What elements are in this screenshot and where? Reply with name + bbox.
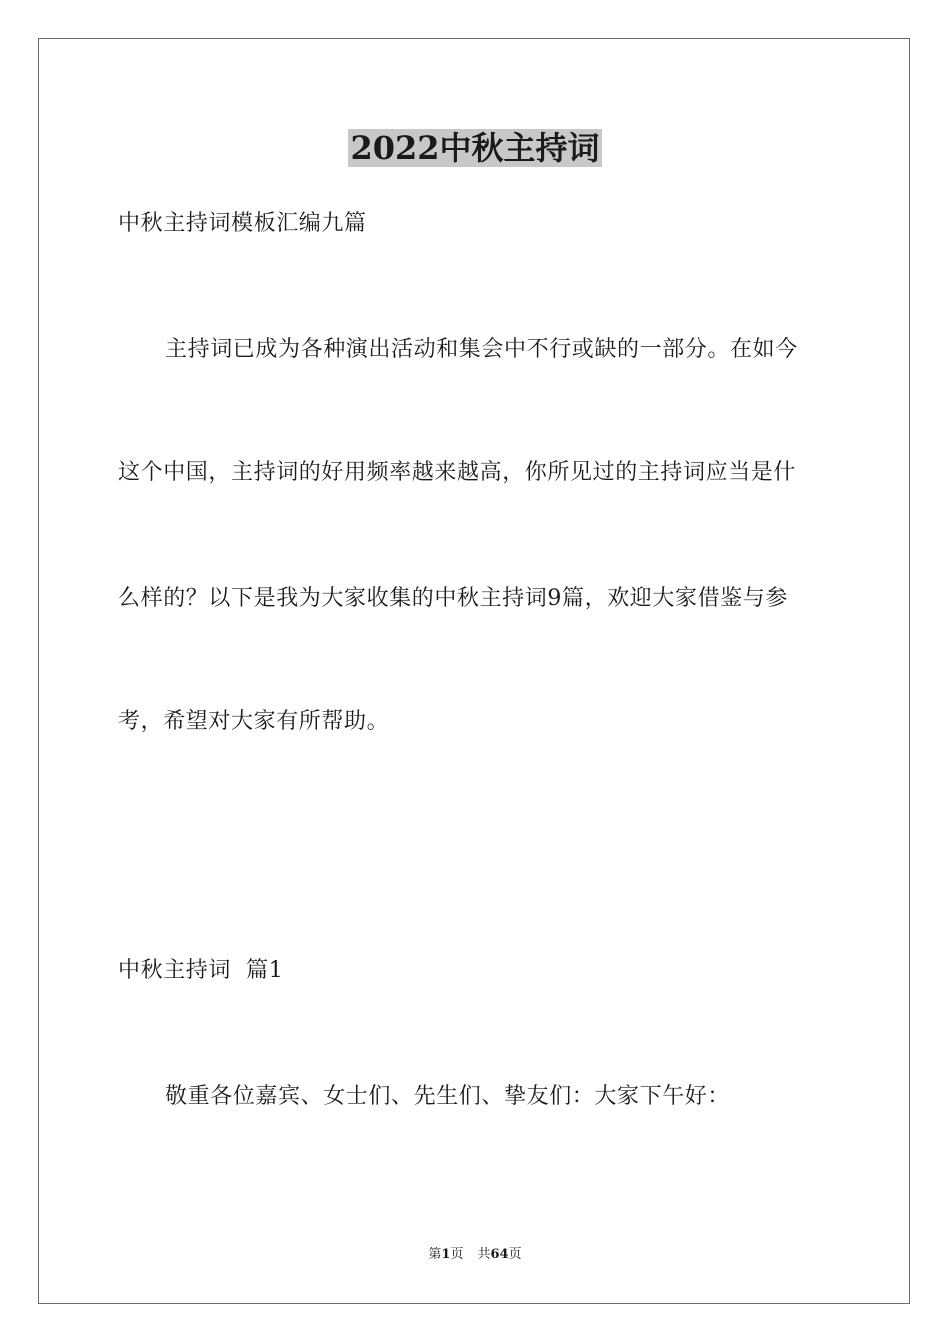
intro-line-4: 考，希望对大家有所帮助。: [118, 709, 390, 734]
footer-total-prefix: 共: [477, 1247, 491, 1262]
intro-line-3: 么样的？以下是我为大家收集的中秋主持词9篇，欢迎大家借鉴与参: [118, 586, 788, 611]
section-heading: 中秋主持词 篇1: [118, 958, 284, 983]
footer-page-suffix: 页: [450, 1247, 464, 1262]
intro-line-1: 主持词已成为各种演出活动和集会中不行或缺的一部分。在如今: [165, 337, 798, 362]
greeting-line: 敬重各位嘉宾、女士们、先生们、挚友们：大家下午好：: [165, 1084, 731, 1109]
footer-total-suffix: 页: [508, 1247, 522, 1262]
document-subtitle: 中秋主持词模板汇编九篇: [118, 211, 367, 236]
footer-total-pages: 64: [490, 1247, 509, 1262]
document-title: [0, 128, 950, 168]
footer-page-prefix: 第: [428, 1247, 442, 1262]
intro-line-2: 这个中国，主持词的好用频率越来越高，你所见过的主持词应当是什: [118, 460, 797, 485]
page-footer: [0, 1246, 950, 1264]
footer-page-number: 1: [441, 1247, 451, 1262]
document-title-text: 2022中秋主持词: [350, 129, 600, 167]
